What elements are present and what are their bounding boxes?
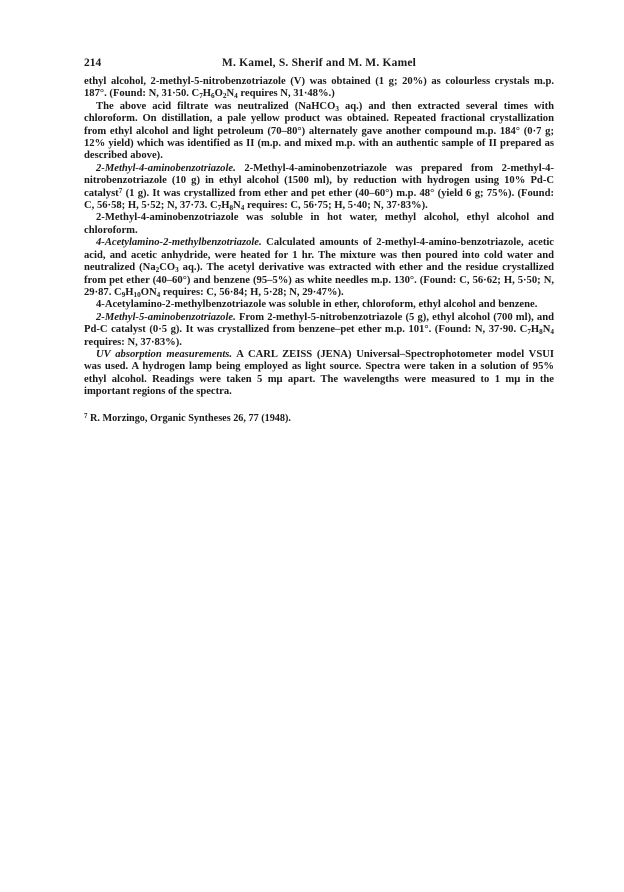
italic-text: Organic Syntheses <box>150 412 231 424</box>
subscript: 10 <box>133 290 141 299</box>
subscript: 7 <box>217 203 222 212</box>
italic-text: 2-Methyl-5-aminobenzotriazole. <box>96 311 236 323</box>
subscript: 4 <box>240 203 245 212</box>
subscript: 4 <box>156 290 161 299</box>
text-run: The above acid filtrate was neutralized (NaHCO <box>96 100 336 112</box>
text-run: requires N, 31·48%.) <box>237 88 335 100</box>
text-run: 26, 77 (1948). <box>230 412 291 424</box>
paragraph <box>84 212 554 237</box>
subscript: 6 <box>211 92 215 101</box>
subscript: 7 <box>199 92 203 101</box>
paragraph <box>84 349 554 399</box>
subscript: 4 <box>550 327 554 336</box>
paragraph <box>84 101 554 163</box>
subscript: 7 <box>527 327 531 336</box>
subscript: 3 <box>335 104 339 113</box>
running-head: M. Kamel, S. Sherif and M. M. Kamel <box>221 57 417 69</box>
subscript: 2 <box>155 265 160 274</box>
text-run: H <box>530 324 540 336</box>
subscript: 4 <box>234 92 238 101</box>
paragraph <box>84 237 554 299</box>
italic-text: UV absorption measurements. <box>96 348 233 360</box>
superscript: 7 <box>118 186 123 195</box>
page-header <box>84 56 554 70</box>
text-run: requires: C, 56·84; H, 5·28; N, 29·47%). <box>160 286 344 298</box>
text-run: N <box>226 88 235 100</box>
italic-text: 4-Acetylamino-2-methylbenzotriazole. <box>96 237 262 249</box>
text-run: H <box>221 200 230 212</box>
text-run: 4-Acetylamino-2-methylbenzotriazole was soluble in ether, chloroform, ethyl alcohol and benzene. <box>96 299 538 311</box>
text-run: ethyl alcohol, 2-methyl-5-nitrobenzotriazole (V) was obtained (1 g; 20%) as colourless crystals m.p. 187°. (Found: N, 31·50. C <box>84 76 554 100</box>
paragraph <box>84 312 554 349</box>
text-run: From 2-methyl-5-nitrobenzotriazole (5 g), ethyl alcohol (700 ml), and Pd-C catalyst (0·5 g). It was crystallized from benzene–pet ether m.p. 101°. (Found: N, 37·90. C <box>84 311 554 336</box>
italic-text: 2-Methyl-4-aminobenzotriazole. <box>96 162 236 174</box>
text-run: Calculated amounts of 2-methyl-4-amino-benzotriazole, acetic acid, and acetic anhydride, were heated for 1 hr. The mixture was then poured into cold water and neutralized (Na <box>84 237 554 274</box>
text-run: aq.) and then extracted several times with chloroform. On distillation, a pale yellow product was obtained. Repeated fractional crystallization from ethyl alcohol and light petroleum (70–80°) alternately gave another compound m.p. 184° (0·7 g; 12% yield) which was identified as II (m.p. and mixed m.p. with an authentic sample of II prepared as described above). <box>84 100 554 162</box>
paragraph <box>84 76 554 101</box>
subscript: 3 <box>175 265 179 274</box>
text-run: H <box>125 286 134 298</box>
text-run: requires: C, 56·75; H, 5·40; N, 37·83%). <box>244 200 428 212</box>
paragraph <box>84 163 554 213</box>
text-run: N <box>542 324 551 336</box>
text-run: N <box>233 200 241 212</box>
subscript: 8 <box>539 327 543 336</box>
journal-page <box>84 56 554 425</box>
text-run: R. Morzingo, <box>87 412 150 424</box>
page-number: 214 <box>84 57 102 69</box>
text-run: ON <box>140 286 157 298</box>
superscript: 7 <box>84 412 88 420</box>
text-run: A CARL ZEISS (JENA) Universal–Spectrophotometer model VSUI was used. A hydrogen lamp being employed as light source. Spectra were taken in a solution of 95% ethyl alcohol. Readings were taken 5 mμ apart. The wavelengths were measured to 1 mμ in the important regions of the spectra. <box>84 348 554 398</box>
subscript: 2 <box>222 92 227 101</box>
text-run: 2-Methyl-4-aminobenzotriazole was soluble in hot water, methyl alcohol, ethyl alcohol and chloroform. <box>84 212 554 236</box>
subscript: 9 <box>121 290 126 299</box>
text-run: H <box>202 88 212 100</box>
paragraph <box>84 299 554 311</box>
text-run: CO <box>159 262 176 274</box>
text-run: aq.). The acetyl derivative was extracted with ether and the residue crystallized from pet ether (40–60°) and benzene (95–5%) as white needles m.p. 130°. (Found: C, 56·62; H, 5·50; N, 29·87. C <box>84 262 554 298</box>
subscript: 8 <box>229 203 234 212</box>
text-run: O <box>214 88 223 100</box>
text-run: (1 g). It was crystallized from ether and pet ether (40–60°) m.p. 48° (yield 6 g; 75%). (Found: C, 56·58; H, 5·52; N, 37·73. C <box>84 187 554 212</box>
text-run: 2-Methyl-4-aminobenzotriazole was prepared from 2-methyl-4-nitrobenzotriazole (10 g) in ethyl alcohol (1500 ml), by reduction with hydrogen using 10% Pd-C catalyst <box>84 162 554 199</box>
footnote <box>84 413 554 425</box>
article-body <box>84 76 554 399</box>
text-run: requires: N, 37·83%). <box>84 336 182 348</box>
